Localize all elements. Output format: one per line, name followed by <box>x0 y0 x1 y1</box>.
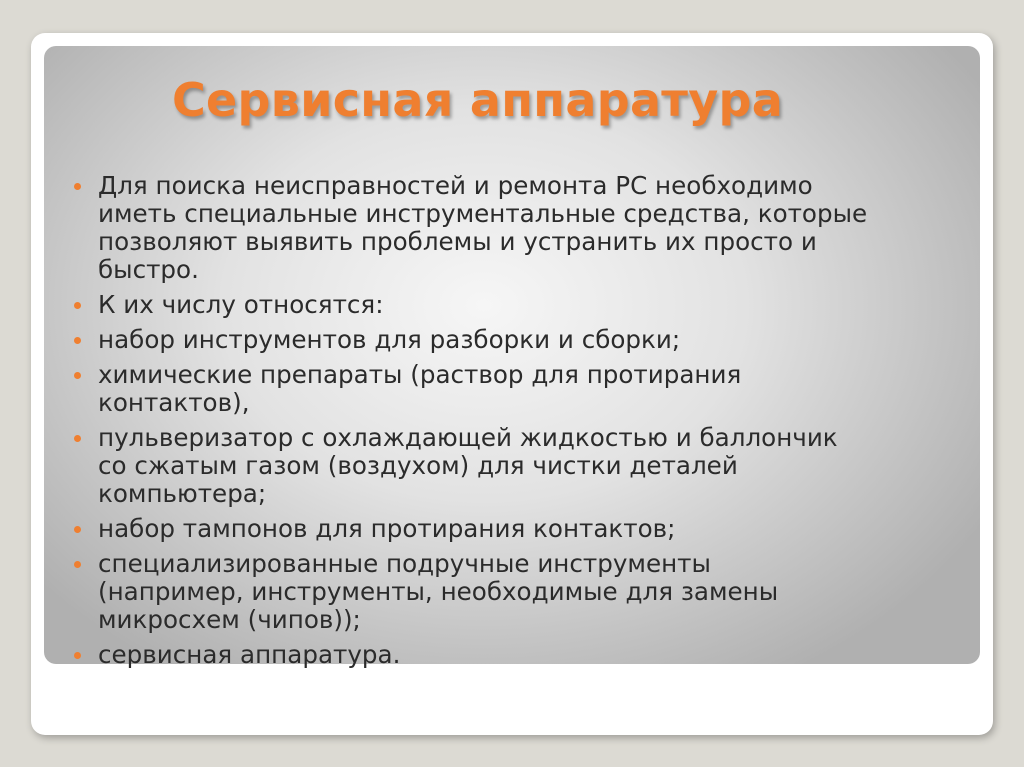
bullet-dot-icon <box>74 435 81 442</box>
bullet-item <box>98 515 958 543</box>
bullet-text: пульверизатор с охлаждающей жидкостью и баллончик со сжатым газом (воздухом) для чистки деталей компьютера; <box>98 423 838 508</box>
bullet-text: специализированные подручные инструменты (например, инструменты, необходимые для замены микросхем (чипов)); <box>98 549 779 634</box>
bullet-dot-icon <box>74 183 81 190</box>
bullet-text: сервисная аппаратура. <box>98 640 401 669</box>
bullet-item <box>98 291 958 319</box>
bullet-item <box>98 326 958 354</box>
bullet-item <box>98 424 958 508</box>
bullet-text: химические препараты (раствор для протирания контактов), <box>98 360 742 417</box>
bullet-text: К их числу относятся: <box>98 290 384 319</box>
bullet-dot-icon <box>74 337 81 344</box>
bullet-item <box>98 361 958 417</box>
bullet-list <box>98 172 958 676</box>
bullet-dot-icon <box>74 652 81 659</box>
bullet-text: набор инструментов для разборки и сборки; <box>98 325 681 354</box>
bullet-text: Для поиска неисправностей и ремонта PC необходимо иметь специальные инструментальные средства, которые позволяют выявить проблемы и устранить их просто и быстро. <box>98 171 868 284</box>
bullet-item <box>98 172 958 284</box>
bullet-dot-icon <box>74 561 81 568</box>
bullet-text: набор тампонов для протирания контактов; <box>98 514 676 543</box>
bullet-dot-icon <box>74 526 81 533</box>
bullet-item <box>98 641 958 669</box>
slide-title: Сервисная аппаратура <box>172 73 784 127</box>
bullet-dot-icon <box>74 302 81 309</box>
bullet-item <box>98 550 958 634</box>
bullet-dot-icon <box>74 372 81 379</box>
